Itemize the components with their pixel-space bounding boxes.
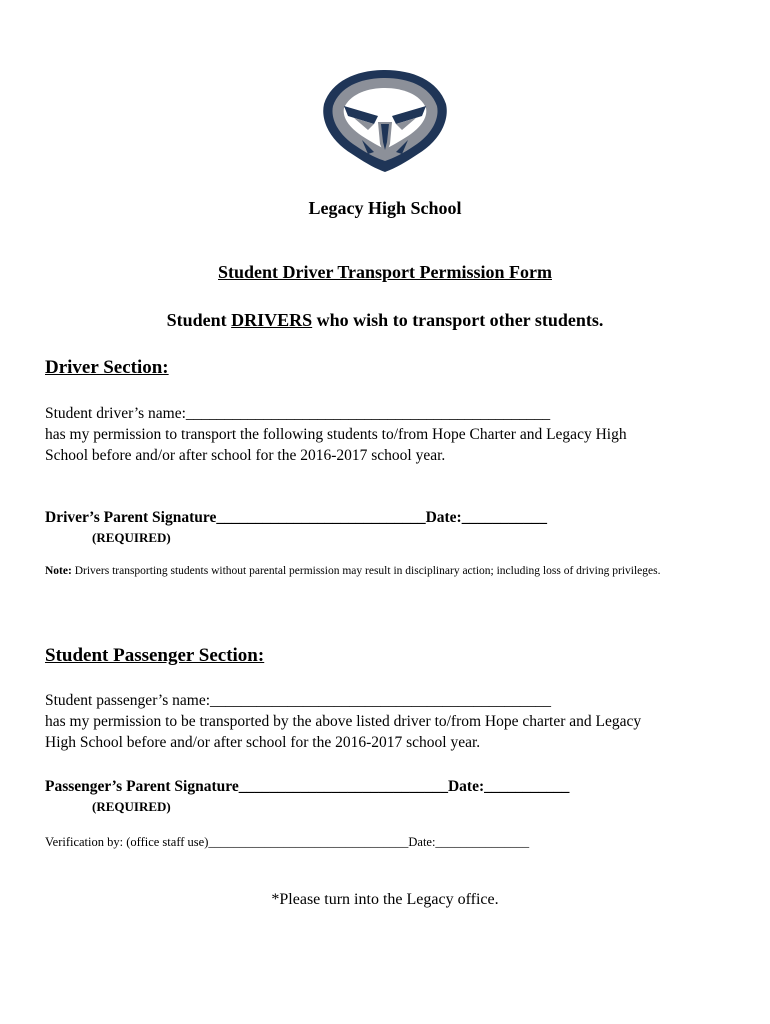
form-title: Student Driver Transport Permission Form <box>218 262 552 282</box>
footer-instruction: *Please turn into the Legacy office. <box>271 891 499 908</box>
subtitle-prefix: Student <box>166 310 232 330</box>
driver-parent-signature-line: Driver’s Parent Signature___________________________Date:___________ <box>45 509 547 526</box>
eagle-mascot-icon <box>318 66 452 174</box>
passenger-parent-signature-line: Passenger’s Parent Signature___________________________Date:___________ <box>45 778 570 795</box>
driver-permission-line-2: School before and/or after school for the 2016-2017 school year. <box>45 447 446 464</box>
passenger-permission-line-2: High School before and/or after school for the 2016-2017 school year. <box>45 734 481 751</box>
subtitle-emphasis: DRIVERS <box>231 310 313 330</box>
passenger-permission-line-1: has my permission to be transported by the above listed driver to/from Hope charter and Legacy <box>45 713 642 730</box>
verification-line: Verification by: (office staff use)________________________________Date:_______________ <box>45 835 530 849</box>
note-text: Drivers transporting students without parental permission may result in disciplinary action; including loss of driving privileges. <box>71 565 661 577</box>
school-name: Legacy High School <box>308 198 462 218</box>
driver-name-line: Student driver’s name:_______________________________________________ <box>45 405 551 422</box>
form-subtitle <box>0 310 770 331</box>
school-logo <box>318 66 452 174</box>
driver-permission-line-1: has my permission to transport the following students to/from Hope Charter and Legacy High <box>45 426 627 443</box>
driver-note <box>45 563 725 580</box>
note-label: Note: <box>45 565 72 577</box>
passenger-signature-required: (REQUIRED) <box>92 799 171 814</box>
driver-signature-required: (REQUIRED) <box>92 530 171 545</box>
passenger-name-line: Student passenger’s name:____________________________________________ <box>45 692 552 709</box>
subtitle-suffix: who wish to transport other students. <box>312 310 604 330</box>
driver-section-heading: Driver Section: <box>45 357 169 378</box>
passenger-section-heading: Student Passenger Section: <box>45 645 265 666</box>
